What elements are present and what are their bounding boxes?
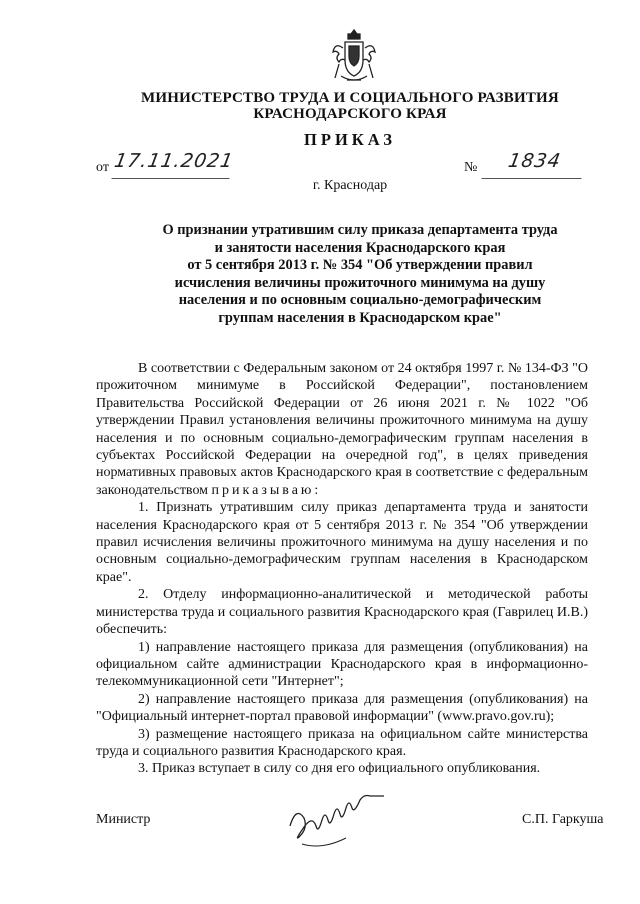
signatory-name: С.П. Гаркуша <box>522 812 604 827</box>
heading-line: исчисления величины прожиточного минимума на душу <box>174 274 546 291</box>
signatory-position: Министр <box>96 812 151 827</box>
signature-image <box>282 786 402 856</box>
heading-line: населения и по основным социально-демографическим <box>178 292 542 308</box>
paragraph-1: 1. Признать утратившим силу приказ департамента труда и занятости населения Краснодарского края от 5 сентября 2013 г. № 354 "Об утверждении правил исчисления величины прожиточного минимума на душу населения и по основным социально-демографическим группам населения в Краснодарском крае". <box>96 500 588 585</box>
paragraph-2: 2. Отделу информационно-аналитической и методической работы министерства труда и социального развития Краснодарского края (Гаврилец И.В.) обеспечить: <box>96 587 588 638</box>
intro-text: В соответствии с Федеральным законом от 24 октября 1997 г. № 134-ФЗ "О прожиточном минимуме в Российской Федерации", постановлением Правительства Российской Федерации от 26 июня 2021 г. № 1022 "Об утверждении Правил установления величины прожиточного минимума на душу населения и по основным социально-демографическим группам населения в субъектах Российской Федерации на очередной год", в целях приведения нормативных правовых актов Краснодарского края в соответствие с федеральным законодательством <box>96 361 588 498</box>
paragraph-3: 3. Приказ вступает в силу со дня его официального опубликования. <box>138 761 541 777</box>
number-label: № <box>464 160 478 175</box>
coat-of-arms-icon <box>331 28 377 86</box>
document-body <box>96 360 588 778</box>
intro-paragraph <box>96 360 588 499</box>
heading-line: О признании утратившим силу приказа департамента труда <box>162 222 558 238</box>
date-label: от <box>96 160 109 175</box>
ministry-name-line-2: КРАСНОДАРСКОГО КРАЯ <box>253 106 447 122</box>
paragraph-2-3: 3) размещение настоящего приказа на официальном сайте министерства труда и социального развития Краснодарского края. <box>96 726 588 759</box>
paragraph-2-1: 1) направление настоящего приказа для размещения (опубликования) на официальном сайте администрации Краснодарского края в информационно-телекоммуникационной сети "Интернет"; <box>96 639 588 690</box>
city: г. Краснодар <box>312 178 388 193</box>
document-number: 1834 <box>481 150 586 179</box>
document-type-title: ПРИКАЗ <box>304 130 396 149</box>
heading-line: и занятости населения Краснодарского края <box>214 239 506 256</box>
heading-line: группам населения в Краснодарском крае" <box>218 309 502 326</box>
document-heading <box>140 222 580 327</box>
order-word: приказываю: <box>211 482 322 498</box>
paragraph-2-2: 2) направление настоящего приказа для размещения (опубликования) на "Официальный интернет-портал правовой информации" (www.pravo.gov.ru); <box>96 691 588 725</box>
heading-line: от 5 сентября 2013 г. № 354 "Об утверждении правил <box>187 257 533 273</box>
document-date: 17.11.2021 <box>111 150 234 179</box>
ministry-name-line-1: МИНИСТЕРСТВО ТРУДА И СОЦИАЛЬНОГО РАЗВИТИЯ <box>141 90 559 106</box>
